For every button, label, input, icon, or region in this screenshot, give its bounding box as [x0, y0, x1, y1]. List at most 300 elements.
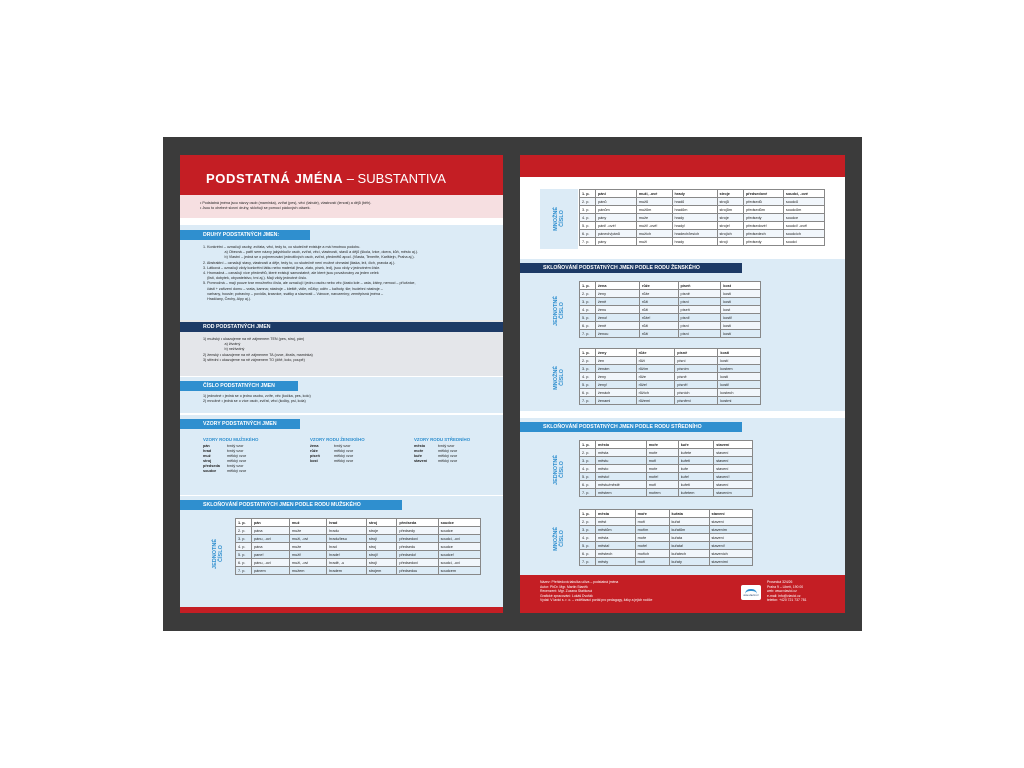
table-cell: muže — [636, 214, 672, 222]
table-cell: muži! — [289, 551, 326, 559]
table-cell: město — [596, 465, 647, 473]
table-cell: hrady — [672, 214, 717, 222]
number-text: 1) jednotné • jedná se o jednu osobu, zvíře, věc (kočka, pes, kolo) 2) množné • jedná se o více osob, zvířat, věcí (kočky, psi, kola) — [203, 394, 311, 404]
table-cell: písním — [675, 365, 718, 373]
pattern-word: moře — [414, 449, 424, 453]
table-row — [580, 322, 761, 330]
patterns-section — [180, 415, 503, 495]
table-cell: 2. p. — [580, 357, 596, 365]
table-cell: kuřata! — [669, 542, 709, 550]
table-cell: moře — [646, 465, 678, 473]
table-row — [580, 489, 753, 497]
table-cell: ženě — [596, 298, 640, 306]
table-cell: kuřata — [669, 534, 709, 542]
intro-section — [180, 195, 503, 218]
table-row — [580, 389, 761, 397]
table-cell: 7. p. — [580, 397, 596, 405]
table-cell: růže — [636, 373, 675, 381]
table-header-cell: města — [596, 510, 636, 518]
number-heading: ČÍSLO PODSTATNÝCH JMEN — [180, 381, 298, 391]
gender-heading: ROD PODSTATNÝCH JMEN — [180, 322, 503, 332]
table-header-cell: moře — [635, 510, 669, 518]
feminine-singular-label: JEDNOTNÉ ČÍSLO — [540, 281, 578, 341]
table-cell: 3. p. — [580, 526, 596, 534]
pattern-word: stavení — [414, 459, 428, 463]
table-header-cell: předsedové — [743, 190, 783, 198]
table-cell: staveními — [709, 558, 752, 566]
table-cell: 7. p. — [580, 330, 596, 338]
table-cell: města! — [596, 542, 636, 550]
table-cell: ženy — [596, 373, 637, 381]
pattern-type: tvrdý vzor — [438, 444, 455, 448]
table-header-cell: moře — [646, 441, 678, 449]
table-cell: kuřat — [669, 518, 709, 526]
table-cell: hradům — [672, 206, 717, 214]
table-row — [580, 206, 825, 214]
table-cell: stavení — [714, 465, 753, 473]
table-cell: píseň — [678, 306, 721, 314]
table-cell: předsedy — [743, 214, 783, 222]
table-cell: 7. p. — [580, 238, 596, 246]
table-cell: soudci — [783, 238, 824, 246]
table-cell: 3. p. — [580, 457, 596, 465]
table-cell: písních — [675, 389, 718, 397]
pattern-type: tvrdý vzor — [227, 449, 244, 453]
masculine-singular-label: JEDNOTNÉ ČÍSLO — [203, 518, 233, 590]
pattern-type: měkký vzor — [334, 449, 354, 453]
neuter-heading: SKLOŇOVÁNÍ PODSTATNÝCH JMEN PODLE RODU STŘEDNÍHO — [520, 422, 742, 432]
table-cell: moře! — [635, 542, 669, 550]
table-cell: 4. p. — [580, 534, 596, 542]
table-cell: pánům — [596, 206, 637, 214]
masculine-singular-table — [235, 518, 481, 575]
table-row — [580, 558, 753, 566]
table-cell: písně! — [675, 381, 718, 389]
table-cell: kostí — [718, 357, 761, 365]
table-cell: kostmi — [718, 397, 761, 405]
table-cell: 5. p. — [580, 542, 596, 550]
table-cell: městem — [596, 489, 647, 497]
table-cell: předsedou — [397, 567, 438, 575]
table-cell: moře — [646, 449, 678, 457]
pattern-word: pán — [203, 444, 210, 448]
table-cell: růži — [639, 306, 678, 314]
table-header-cell: kost — [721, 282, 761, 290]
table-row — [580, 306, 761, 314]
table-cell: 5. p. — [580, 381, 596, 389]
table-cell: moři — [646, 481, 678, 489]
neuter-plural-table — [579, 509, 753, 566]
table-row — [236, 551, 481, 559]
table-header-row — [580, 190, 825, 198]
pattern-type: tvrdý vzor — [227, 464, 244, 468]
table-cell: soudcem — [438, 567, 480, 575]
table-cell: růží — [639, 330, 678, 338]
table-cell: pánu, -ovi — [252, 559, 290, 567]
table-cell: strojům — [717, 206, 743, 214]
table-cell: kostem — [718, 365, 761, 373]
table-header-cell: 1. p. — [580, 510, 596, 518]
kinds-text: 1. Konkrétní – označují osoby, zvířata, věci, tedy to, co skutečně existuje a má hmotnou podobu. a) Obecná – patří sem názvy jakýchkoliv osob, zvířat, věcí, vlastností, stavů a dějů (škola, lvice, dcera, kůň, město aj.). b) Vlastní – jedná se o pojmenování jednotlivých osob, zvířat, předmětů apod. (Vlasta, Tenerife, Karlštejn, Praha aj.). 2. Abstraktní – označují stavy, vlastnosti a děje, tedy to, co skutečně není možné ohmatat (láska, lež, čich, pravda aj.). 3. Látková – označují vždy konkrétní látku nebo materiál (trva, zlato, písek, led), jsou vždy v jednotném čísle. 4. Hromadná – označují více předmětů, které existují samostatně, ale které jsou považovány za jeden celek (listí, dobytek, obyvatelstvo, tmí aj.). Mají vždy jednotné číslo. 5. Pomnožná – mají pouze tvar množného čísla, ale označují i jednu osobu nebo věc (často kde – usta, žábry, nemoci – příušnice, části + zařízení domu – vrata, kamna; nástroje – kleště, vidle, nůžky; oděv – kalhoty, šle; hudební nástroje – varhany, housle; potraviny – povidla, krasnice, svátky a slavnosti – Vánoce, narozeniny; zeměpisná jména – Hradčany, Čechy, Alpy aj.). — [203, 245, 418, 302]
table-cell: hradu — [327, 527, 367, 535]
table-cell: kostech — [718, 389, 761, 397]
gender-section — [180, 320, 503, 376]
table-header-cell: hrady — [672, 190, 717, 198]
table-cell: 6. p. — [580, 322, 596, 330]
table-cell: 5. p. — [580, 222, 596, 230]
pattern-type: měkký vzor — [438, 454, 458, 458]
masculine-plural-table — [579, 189, 825, 246]
table-cell: mořích — [635, 550, 669, 558]
table-cell: ženou — [596, 330, 640, 338]
masculine-section — [180, 496, 503, 607]
table-cell: stroji — [366, 559, 397, 567]
table-row — [580, 290, 761, 298]
patterns-neuter: VZORY RODU STŘEDNÍHO město tvrdý vzor moře měkký vzor kuře měkký vzor stavení měkký vzor — [414, 437, 471, 463]
table-cell: 6. p. — [236, 559, 252, 567]
table-cell: mořím — [635, 526, 669, 534]
table-header-cell: růže — [636, 349, 675, 357]
table-cell: 3. p. — [236, 535, 252, 543]
table-cell: ženami — [596, 397, 637, 405]
table-cell: stavení — [714, 481, 753, 489]
table-cell: kuřatech — [669, 550, 709, 558]
footer-credits: Název: Přehledová tabulka učiva – podstatná jména Autor: PhDr. Mgr. Martin Staněk Recenzent: Mgr. Zuzana Staňková Grafické zpracování: Lukáš Dvořák Vydal: V lavici s. r. o. – vzdělávací portál pro pedagogy, žáky a jejich rodiče — [540, 580, 653, 603]
table-cell: městech — [596, 550, 636, 558]
table-row — [580, 373, 761, 381]
top-bar — [520, 155, 845, 177]
table-cell: městu — [596, 457, 647, 465]
table-cell: stroji — [717, 238, 743, 246]
table-header-row — [580, 510, 753, 518]
table-cell: kosti — [721, 322, 761, 330]
table-row — [580, 330, 761, 338]
table-cell: soudci, -ovi — [438, 535, 480, 543]
table-cell: pánem — [252, 567, 290, 575]
table-cell: 4. p. — [236, 543, 252, 551]
table-header-row — [236, 519, 481, 527]
masculine-heading: SKLOŇOVÁNÍ PODSTATNÝCH JMEN PODLE RODU MUŽSKÉHO — [180, 500, 402, 510]
table-cell: předsedech — [743, 230, 783, 238]
table-cell: moři — [635, 558, 669, 566]
table-cell: pánech/pánů — [596, 230, 637, 238]
number-section — [180, 377, 503, 413]
table-cell: písně — [675, 373, 718, 381]
table-cell: kosti! — [718, 381, 761, 389]
table-header-cell: muži, -ové — [636, 190, 672, 198]
table-cell: hradě, -u — [327, 559, 367, 567]
table-cell: městům — [596, 526, 636, 534]
page-title: PODSTATNÁ JMÉNA – SUBSTANTIVA — [206, 171, 446, 186]
pattern-row — [310, 459, 365, 464]
table-cell: pane! — [252, 551, 290, 559]
table-row — [580, 214, 825, 222]
kinds-heading: DRUHY PODSTATNÝCH JMEN: — [180, 230, 310, 240]
table-cell: mužů — [636, 198, 672, 206]
table-cell: hradu/lesu — [327, 535, 367, 543]
table-cell: písni! — [678, 314, 721, 322]
table-cell: stroje! — [717, 222, 743, 230]
table-cell: 3. p. — [580, 206, 596, 214]
table-cell: kuře! — [678, 473, 714, 481]
patterns-masculine: VZORY RODU MUŽSKÉHO pán tvrdý vzor hrad tvrdý vzor muž měkký vzor stroj měkký vzor předseda tvrdý vzor soudce měkký vzor — [203, 437, 259, 473]
pattern-word: růže — [310, 449, 318, 453]
table-cell: pány — [596, 214, 637, 222]
footer-section — [520, 575, 845, 613]
table-cell: kuřeti — [678, 481, 714, 489]
table-cell: stavení! — [714, 473, 753, 481]
table-cell: soudců — [783, 198, 824, 206]
pattern-type: měkký vzor — [227, 459, 247, 463]
table-cell: ženy — [596, 290, 640, 298]
table-cell: růží — [636, 357, 675, 365]
pattern-word: kost — [310, 459, 318, 463]
table-cell: předsedům — [743, 206, 783, 214]
table-header-cell: ženy — [596, 349, 637, 357]
table-header-cell: 1. p. — [580, 441, 596, 449]
pattern-type: měkký vzor — [438, 459, 458, 463]
table-header-cell: kosti — [718, 349, 761, 357]
pattern-word: kuře — [414, 454, 423, 458]
table-row — [580, 526, 753, 534]
table-cell: 3. p. — [580, 365, 596, 373]
pattern-word: žena — [310, 444, 319, 448]
table-row — [236, 543, 481, 551]
table-header-cell: stroj — [366, 519, 397, 527]
table-header-cell: soudce — [438, 519, 480, 527]
table-header-cell: 1. p. — [236, 519, 252, 527]
table-cell: soudci, -ovi — [438, 559, 480, 567]
table-cell: hradech/lesích — [672, 230, 717, 238]
table-cell: kosti — [721, 290, 761, 298]
table-cell: pánů — [596, 198, 637, 206]
table-cell: 7. p. — [236, 567, 252, 575]
table-cell: kuřetem — [678, 489, 714, 497]
table-row — [580, 238, 825, 246]
table-row — [236, 527, 481, 535]
table-cell: pány — [596, 238, 637, 246]
table-header-cell: písně — [675, 349, 718, 357]
table-cell: 4. p. — [580, 373, 596, 381]
neuter-section — [520, 418, 845, 575]
table-cell: hradem — [327, 567, 367, 575]
table-cell: mořem — [646, 489, 678, 497]
table-cell: muže — [289, 543, 326, 551]
table-cell: růžemi — [636, 397, 675, 405]
table-cell: soudci! -ové! — [783, 222, 824, 230]
intro-text: • Podstatná jména jsou názvy osob (maminka), zvířat (pes), věcí (tabule), vlastností (lenost) a dějů (běh). • Jsou to ohebné slovní druhy, skloňují se pomocí pádových otázek. — [200, 201, 372, 211]
table-cell: stavení — [709, 518, 752, 526]
table-cell: 7. p. — [580, 489, 596, 497]
table-cell: růže — [639, 290, 678, 298]
table-cell: moří — [635, 518, 669, 526]
table-row — [580, 397, 761, 405]
table-cell: ženo! — [596, 314, 640, 322]
table-row — [580, 230, 825, 238]
table-row — [236, 559, 481, 567]
table-row — [580, 381, 761, 389]
table-row — [580, 534, 753, 542]
pattern-word: předseda — [203, 464, 220, 468]
table-row — [580, 465, 753, 473]
pattern-word: píseň — [310, 454, 320, 458]
table-header-row — [580, 282, 761, 290]
table-cell: kuřeti — [678, 457, 714, 465]
table-cell: písní — [675, 357, 718, 365]
table-cell: soudcích — [783, 230, 824, 238]
table-cell: moři — [646, 457, 678, 465]
table-cell: kuřatům — [669, 526, 709, 534]
table-cell: předsedo! — [397, 551, 438, 559]
pattern-word: hrad — [203, 449, 212, 453]
table-cell: stavení — [714, 457, 753, 465]
table-cell: pánu, -ovi — [252, 535, 290, 543]
table-cell: předsedů — [743, 198, 783, 206]
table-cell: páni! -ové! — [596, 222, 637, 230]
table-cell: staveních — [709, 550, 752, 558]
table-header-cell: hrad — [327, 519, 367, 527]
table-header-row — [580, 349, 761, 357]
table-cell: kosti — [718, 373, 761, 381]
table-cell: soudce — [438, 543, 480, 551]
patterns-feminine: VZORY RODU ŽENSKÉHO žena tvrdý vzor růže měkký vzor píseň měkký vzor kost měkký vzor — [310, 437, 365, 463]
table-cell: 5. p. — [580, 473, 596, 481]
publisher-logo — [741, 585, 761, 600]
table-header-cell: žena — [596, 282, 640, 290]
feminine-plural-table — [579, 348, 761, 405]
table-row — [580, 357, 761, 365]
table-cell: kuře — [678, 465, 714, 473]
table-cell: růžím — [636, 365, 675, 373]
neuter-plural-label: MNOŽNÉ ČÍSLO — [540, 509, 578, 569]
table-cell: písní — [678, 330, 721, 338]
table-cell: 2. p. — [580, 518, 596, 526]
pattern-type: tvrdý vzor — [227, 444, 244, 448]
table-cell: soudce — [438, 527, 480, 535]
table-header-cell: růže — [639, 282, 678, 290]
table-header-cell: 1. p. — [580, 190, 596, 198]
table-header-cell: kuře — [678, 441, 714, 449]
patterns-heading: VZORY PODSTATNÝCH JMEN — [180, 419, 300, 429]
table-cell: stavení! — [709, 542, 752, 550]
pattern-word: město — [414, 444, 426, 448]
pattern-type: měkký vzor — [334, 454, 354, 458]
table-cell: 3. p. — [580, 298, 596, 306]
table-cell: muži, -ovi — [289, 535, 326, 543]
table-cell: muži — [636, 238, 672, 246]
table-cell: hrade! — [327, 551, 367, 559]
table-header-cell: pán — [252, 519, 290, 527]
table-cell: 6. p. — [580, 481, 596, 489]
sheet-page-2 — [520, 155, 845, 613]
table-cell: mužům — [636, 206, 672, 214]
table-cell: ženách — [596, 389, 637, 397]
feminine-heading: SKLOŇOVÁNÍ PODSTATNÝCH JMEN PODLE RODU ŽENSKÉHO — [520, 263, 742, 273]
pattern-type: měkký vzor — [227, 454, 247, 458]
table-header-cell: píseň — [678, 282, 721, 290]
table-cell: soudce! — [438, 551, 480, 559]
table-cell: 6. p. — [580, 230, 596, 238]
feminine-section — [520, 259, 845, 411]
pattern-word: soudce — [203, 469, 217, 473]
neuter-singular-table — [579, 440, 753, 497]
table-row — [580, 198, 825, 206]
pattern-type: tvrdý vzor — [334, 444, 351, 448]
table-cell: 4. p. — [580, 465, 596, 473]
table-cell: moře! — [646, 473, 678, 481]
table-cell: žen — [596, 357, 637, 365]
table-cell: růžích — [636, 389, 675, 397]
feminine-plural-label: MNOŽNÉ ČÍSLO — [540, 348, 578, 408]
table-cell: hrad — [327, 543, 367, 551]
table-cell: mužích — [636, 230, 672, 238]
table-cell: soudce — [783, 214, 824, 222]
table-cell: ženám — [596, 365, 637, 373]
table-cell: město! — [596, 473, 647, 481]
table-cell: muži! -ové! — [636, 222, 672, 230]
table-cell: měst — [596, 518, 636, 526]
footer-bar — [180, 607, 503, 613]
table-row — [580, 222, 825, 230]
table-cell: kuřete — [678, 449, 714, 457]
table-row — [580, 298, 761, 306]
table-row — [580, 473, 753, 481]
pattern-type: měkký vzor — [334, 459, 354, 463]
table-cell: písně — [678, 290, 721, 298]
table-cell: kosti — [721, 298, 761, 306]
gender-text: 1) mužský • ukazujeme na ně zájmenem TEN (pes, stroj, pán) a) životný b) neživotný 2) ženský • ukazujeme na ně zájmenem TA (ovce, žirafa, maminka) 3) střední • ukazujeme na ně zájmenem TO (dítě, kolo, poupě) — [203, 337, 313, 362]
table-cell: stavením — [714, 489, 753, 497]
table-cell: předsedové! — [743, 222, 783, 230]
table-cell: předsedovi — [397, 535, 438, 543]
table-cell: 4. p. — [580, 214, 596, 222]
table-cell: stroj — [366, 543, 397, 551]
sheet-page-1 — [180, 155, 503, 613]
table-cell: 7. p. — [580, 558, 596, 566]
table-cell: města — [596, 449, 647, 457]
table-row — [580, 314, 761, 322]
table-row — [580, 518, 753, 526]
table-cell: 4. p. — [580, 306, 596, 314]
table-cell: 2. p. — [580, 198, 596, 206]
table-cell: růži — [639, 298, 678, 306]
table-cell: strojích — [717, 230, 743, 238]
table-cell: růži — [639, 322, 678, 330]
table-cell: předsedy — [397, 527, 438, 535]
table-cell: městu/městě — [596, 481, 647, 489]
table-cell: stroji! — [366, 551, 397, 559]
table-cell: stroje — [717, 214, 743, 222]
table-cell: ženě — [596, 322, 640, 330]
table-cell: strojů — [717, 198, 743, 206]
table-cell: 2. p. — [580, 290, 596, 298]
table-cell: písněmi — [675, 397, 718, 405]
table-header-cell: stavení — [714, 441, 753, 449]
table-cell: růže! — [639, 314, 678, 322]
feminine-singular-table — [579, 281, 761, 338]
table-cell: mužem — [289, 567, 326, 575]
pattern-type: měkký vzor — [227, 469, 247, 473]
pattern-word: stroj — [203, 459, 212, 463]
table-header-cell: stavení — [709, 510, 752, 518]
table-header-cell: kuřata — [669, 510, 709, 518]
sheets-background — [163, 137, 862, 631]
table-row — [580, 365, 761, 373]
table-header-row — [580, 441, 753, 449]
table-cell: muži, -ovi — [289, 559, 326, 567]
table-cell: 2. p. — [580, 449, 596, 457]
table-cell: předsedovi — [397, 559, 438, 567]
